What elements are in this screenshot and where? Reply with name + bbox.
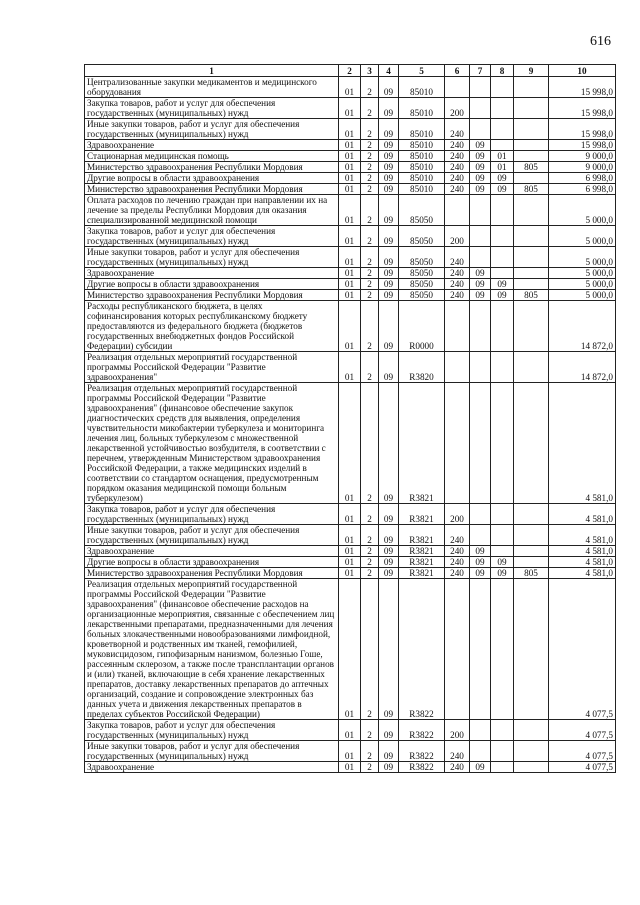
ministry-code: [514, 720, 549, 741]
section-code: [470, 98, 491, 119]
expense-type-code: 240: [445, 741, 470, 762]
amount: 15 998,0: [549, 77, 616, 98]
ministry-code: [514, 301, 549, 352]
code-col-3: 2: [361, 568, 379, 579]
code-col-3: 2: [361, 119, 379, 140]
section-code: 09: [470, 184, 491, 195]
code-col-4: 09: [379, 525, 399, 546]
row-description: Закупка товаров, работ и услуг для обеспечения государственных (муниципальных) нужд: [85, 504, 339, 525]
code-col-3: 2: [361, 247, 379, 268]
target-article-code: R3822: [399, 579, 445, 720]
code-col-4: 09: [379, 720, 399, 741]
table-row: [85, 568, 616, 579]
section-code: [470, 226, 491, 247]
code-col-2: 01: [339, 525, 361, 546]
code-col-3: 2: [361, 720, 379, 741]
code-col-3: 2: [361, 762, 379, 773]
table-row: [85, 557, 616, 568]
code-col-4: 09: [379, 568, 399, 579]
ministry-code: [514, 279, 549, 290]
row-description: Расходы республиканского бюджета, в целях софинансирования которых республиканскому бюджету предоставляются из федерального бюджета (бюджетов государственных внебюджетных фондов Российской Федерации) субсидии: [85, 301, 339, 352]
code-col-3: 2: [361, 352, 379, 383]
code-col-2: 01: [339, 77, 361, 98]
subsection-code: 09: [491, 557, 514, 568]
table-row: [85, 173, 616, 184]
table-row: [85, 720, 616, 741]
code-col-3: 2: [361, 77, 379, 98]
table-row: [85, 301, 616, 352]
target-article-code: 85050: [399, 268, 445, 279]
column-header: 9: [514, 65, 549, 77]
expense-type-code: 240: [445, 279, 470, 290]
subsection-code: [491, 268, 514, 279]
section-code: 09: [470, 151, 491, 162]
amount: 4 077,5: [549, 579, 616, 720]
subsection-code: [491, 579, 514, 720]
table-row: [85, 579, 616, 720]
table-row: [85, 352, 616, 383]
section-code: 09: [470, 546, 491, 557]
subsection-code: [491, 546, 514, 557]
column-header: 5: [399, 65, 445, 77]
subsection-code: [491, 77, 514, 98]
row-description: Здравоохранение: [85, 140, 339, 151]
expense-type-code: 240: [445, 762, 470, 773]
code-col-2: 01: [339, 98, 361, 119]
table-row: [85, 290, 616, 301]
amount: 4 581,0: [549, 383, 616, 504]
row-description: Иные закупки товаров, работ и услуг для обеспечения государственных (муниципальных) нужд: [85, 247, 339, 268]
code-col-2: 01: [339, 226, 361, 247]
code-col-3: 2: [361, 195, 379, 226]
section-code: [470, 247, 491, 268]
target-article-code: R3822: [399, 762, 445, 773]
ministry-code: [514, 247, 549, 268]
table-row: [85, 279, 616, 290]
expense-type-code: 240: [445, 557, 470, 568]
expense-type-code: 240: [445, 119, 470, 140]
subsection-code: [491, 140, 514, 151]
ministry-code: [514, 268, 549, 279]
target-article-code: R3822: [399, 720, 445, 741]
expense-type-code: 200: [445, 504, 470, 525]
row-description: Централизованные закупки медикаментов и медицинского оборудования: [85, 77, 339, 98]
table-row: [85, 151, 616, 162]
ministry-code: [514, 226, 549, 247]
ministry-code: 805: [514, 568, 549, 579]
code-col-4: 09: [379, 184, 399, 195]
subsection-code: [491, 226, 514, 247]
code-col-4: 09: [379, 504, 399, 525]
table-row: [85, 383, 616, 504]
budget-table: [84, 64, 616, 773]
code-col-4: 09: [379, 226, 399, 247]
table-row: [85, 226, 616, 247]
code-col-2: 01: [339, 162, 361, 173]
amount: 6 998,0: [549, 173, 616, 184]
subsection-code: 09: [491, 184, 514, 195]
code-col-3: 2: [361, 525, 379, 546]
code-col-3: 2: [361, 184, 379, 195]
expense-type-code: 200: [445, 226, 470, 247]
ministry-code: [514, 140, 549, 151]
target-article-code: 85050: [399, 279, 445, 290]
subsection-code: 01: [491, 151, 514, 162]
subsection-code: [491, 741, 514, 762]
code-col-4: 09: [379, 352, 399, 383]
code-col-4: 09: [379, 290, 399, 301]
code-col-2: 01: [339, 173, 361, 184]
expense-type-code: 240: [445, 247, 470, 268]
ministry-code: 805: [514, 162, 549, 173]
section-code: [470, 741, 491, 762]
code-col-4: 09: [379, 762, 399, 773]
column-header: 10: [549, 65, 616, 77]
code-col-3: 2: [361, 140, 379, 151]
row-description: Закупка товаров, работ и услуг для обеспечения государственных (муниципальных) нужд: [85, 720, 339, 741]
ministry-code: [514, 741, 549, 762]
code-col-4: 09: [379, 98, 399, 119]
amount: 4 077,5: [549, 762, 616, 773]
target-article-code: 85010: [399, 98, 445, 119]
row-description: Реализация отдельных мероприятий государственной программы Российской Федерации "Развитие здравоохранения" (финансовое обеспечение расходов на организационные мероприятия, связанные с обеспечением лиц лекарственными препаратами, предназначенными для лечения больных злокачественными новообразованиями лимфоидной, кроветворной и родственных им тканей, гемофилией, муковисцидозом, гипофизарным нанизмом, болезнью Гоше, рассеянным склерозом, а также после трансплантации органов и (или) тканей, включающие в себя хранение лекарственных препаратов, доставку лекарственных препаратов до аптечных организаций, создание и сопровождение электронных баз данных учета и движения лекарственных препаратов в пределах субъектов Российской Федерации): [85, 579, 339, 720]
target-article-code: R3820: [399, 352, 445, 383]
code-col-2: 01: [339, 557, 361, 568]
amount: 15 998,0: [549, 119, 616, 140]
table-row: [85, 525, 616, 546]
section-code: 09: [470, 762, 491, 773]
table-row: [85, 184, 616, 195]
amount: 14 872,0: [549, 352, 616, 383]
expense-type-code: [445, 383, 470, 504]
target-article-code: 85010: [399, 140, 445, 151]
ministry-code: [514, 579, 549, 720]
section-code: 09: [470, 268, 491, 279]
table-row: [85, 195, 616, 226]
code-col-4: 09: [379, 579, 399, 720]
target-article-code: R3821: [399, 504, 445, 525]
table-row: [85, 247, 616, 268]
section-code: [470, 195, 491, 226]
table-row: [85, 77, 616, 98]
amount: 4 581,0: [549, 525, 616, 546]
subsection-code: [491, 352, 514, 383]
code-col-2: 01: [339, 247, 361, 268]
ministry-code: [514, 525, 549, 546]
subsection-code: 09: [491, 173, 514, 184]
code-col-2: 01: [339, 352, 361, 383]
target-article-code: 85010: [399, 184, 445, 195]
code-col-2: 01: [339, 579, 361, 720]
row-description: Здравоохранение: [85, 546, 339, 557]
subsection-code: 01: [491, 162, 514, 173]
ministry-code: [514, 77, 549, 98]
code-col-3: 2: [361, 546, 379, 557]
row-description: Другие вопросы в области здравоохранения: [85, 173, 339, 184]
code-col-3: 2: [361, 162, 379, 173]
amount: 4 581,0: [549, 504, 616, 525]
row-description: Министерство здравоохранения Республики Мордовия: [85, 290, 339, 301]
code-col-2: 01: [339, 504, 361, 525]
target-article-code: R3821: [399, 383, 445, 504]
subsection-code: [491, 247, 514, 268]
row-description: Иные закупки товаров, работ и услуг для обеспечения государственных (муниципальных) нужд: [85, 119, 339, 140]
code-col-4: 09: [379, 119, 399, 140]
code-col-2: 01: [339, 720, 361, 741]
row-description: Здравоохранение: [85, 268, 339, 279]
code-col-2: 01: [339, 762, 361, 773]
code-col-3: 2: [361, 383, 379, 504]
code-col-3: 2: [361, 98, 379, 119]
section-code: [470, 720, 491, 741]
section-code: 09: [470, 173, 491, 184]
code-col-3: 2: [361, 279, 379, 290]
ministry-code: [514, 557, 549, 568]
amount: 9 000,0: [549, 151, 616, 162]
code-col-2: 01: [339, 184, 361, 195]
expense-type-code: [445, 579, 470, 720]
target-article-code: 85010: [399, 162, 445, 173]
table-row: [85, 162, 616, 173]
code-col-2: 01: [339, 195, 361, 226]
ministry-code: [514, 151, 549, 162]
code-col-2: 01: [339, 383, 361, 504]
ministry-code: [514, 352, 549, 383]
code-col-4: 09: [379, 741, 399, 762]
code-col-2: 01: [339, 568, 361, 579]
code-col-3: 2: [361, 557, 379, 568]
expense-type-code: [445, 301, 470, 352]
code-col-3: 2: [361, 504, 379, 525]
amount: 14 872,0: [549, 301, 616, 352]
code-col-4: 09: [379, 301, 399, 352]
subsection-code: [491, 525, 514, 546]
table-row: [85, 98, 616, 119]
code-col-2: 01: [339, 741, 361, 762]
amount: 5 000,0: [549, 226, 616, 247]
amount: 4 077,5: [549, 720, 616, 741]
column-header: 3: [361, 65, 379, 77]
amount: 9 000,0: [549, 162, 616, 173]
code-col-3: 2: [361, 579, 379, 720]
target-article-code: 85050: [399, 226, 445, 247]
column-header: 2: [339, 65, 361, 77]
row-description: Иные закупки товаров, работ и услуг для обеспечения государственных (муниципальных) нужд: [85, 741, 339, 762]
target-article-code: R3821: [399, 557, 445, 568]
amount: 4 581,0: [549, 546, 616, 557]
code-col-4: 09: [379, 557, 399, 568]
column-header: 1: [85, 65, 339, 77]
subsection-code: [491, 119, 514, 140]
expense-type-code: 240: [445, 140, 470, 151]
target-article-code: R3822: [399, 741, 445, 762]
amount: 5 000,0: [549, 279, 616, 290]
section-code: [470, 525, 491, 546]
section-code: 09: [470, 279, 491, 290]
subsection-code: [491, 195, 514, 226]
expense-type-code: 240: [445, 268, 470, 279]
code-col-4: 09: [379, 279, 399, 290]
expense-type-code: [445, 352, 470, 383]
target-article-code: 85010: [399, 173, 445, 184]
row-description: Стационарная медицинская помощь: [85, 151, 339, 162]
code-col-4: 09: [379, 173, 399, 184]
section-code: 09: [470, 557, 491, 568]
section-code: [470, 579, 491, 720]
amount: 5 000,0: [549, 268, 616, 279]
subsection-code: [491, 504, 514, 525]
section-code: 09: [470, 568, 491, 579]
row-description: Здравоохранение: [85, 762, 339, 773]
subsection-code: [491, 383, 514, 504]
subsection-code: [491, 98, 514, 119]
row-description: Реализация отдельных мероприятий государственной программы Российской Федерации "Развитие здравоохранения": [85, 352, 339, 383]
table-row: [85, 762, 616, 773]
expense-type-code: 240: [445, 162, 470, 173]
expense-type-code: [445, 195, 470, 226]
column-header: 8: [491, 65, 514, 77]
row-description: Реализация отдельных мероприятий государственной программы Российской Федерации "Развитие здравоохранения" (финансовое обеспечение закупок диагностических средств для выявления, определения чувствительности микобактерии туберкулеза и мониторинга лечения лиц, больных туберкулезом с множественной лекарственной устойчивостью возбудителя, в соответствии с перечнем, утвержденным Министерством здравоохранения Российской Федерации, а также медицинских изделий в соответствии со стандартом оснащения, предусмотренным порядком оказания медицинской помощи больным туберкулезом): [85, 383, 339, 504]
section-code: 09: [470, 290, 491, 301]
row-description: Другие вопросы в области здравоохранения: [85, 557, 339, 568]
target-article-code: 85010: [399, 151, 445, 162]
row-description: Другие вопросы в области здравоохранения: [85, 279, 339, 290]
row-description: Министерство здравоохранения Республики Мордовия: [85, 162, 339, 173]
code-col-2: 01: [339, 119, 361, 140]
table-row: [85, 119, 616, 140]
ministry-code: [514, 173, 549, 184]
subsection-code: [491, 762, 514, 773]
page-number: 616: [590, 34, 611, 49]
target-article-code: R3821: [399, 546, 445, 557]
code-col-2: 01: [339, 151, 361, 162]
target-article-code: R3821: [399, 525, 445, 546]
amount: 6 998,0: [549, 184, 616, 195]
section-code: [470, 301, 491, 352]
amount: 5 000,0: [549, 290, 616, 301]
code-col-4: 09: [379, 151, 399, 162]
row-description: Министерство здравоохранения Республики Мордовия: [85, 568, 339, 579]
section-code: [470, 119, 491, 140]
code-col-3: 2: [361, 741, 379, 762]
code-col-2: 01: [339, 546, 361, 557]
amount: 15 998,0: [549, 98, 616, 119]
subsection-code: [491, 301, 514, 352]
code-col-3: 2: [361, 173, 379, 184]
code-col-3: 2: [361, 226, 379, 247]
table-row: [85, 546, 616, 557]
row-description: Министерство здравоохранения Республики Мордовия: [85, 184, 339, 195]
expense-type-code: 240: [445, 173, 470, 184]
amount: 5 000,0: [549, 195, 616, 226]
ministry-code: [514, 762, 549, 773]
target-article-code: 85050: [399, 195, 445, 226]
code-col-4: 09: [379, 247, 399, 268]
subsection-code: [491, 720, 514, 741]
amount: 5 000,0: [549, 247, 616, 268]
code-col-2: 01: [339, 279, 361, 290]
section-code: [470, 504, 491, 525]
code-col-2: 01: [339, 301, 361, 352]
section-code: [470, 352, 491, 383]
target-article-code: 85010: [399, 77, 445, 98]
row-description: Закупка товаров, работ и услуг для обеспечения государственных (муниципальных) нужд: [85, 98, 339, 119]
expense-type-code: [445, 77, 470, 98]
ministry-code: [514, 98, 549, 119]
expense-type-code: 240: [445, 151, 470, 162]
ministry-code: [514, 195, 549, 226]
table-row: [85, 140, 616, 151]
expense-type-code: 200: [445, 720, 470, 741]
ministry-code: 805: [514, 290, 549, 301]
subsection-code: 09: [491, 568, 514, 579]
column-header: 4: [379, 65, 399, 77]
code-col-4: 09: [379, 162, 399, 173]
code-col-4: 09: [379, 268, 399, 279]
table-header-row: [85, 65, 616, 77]
code-col-3: 2: [361, 151, 379, 162]
code-col-3: 2: [361, 301, 379, 352]
ministry-code: 805: [514, 184, 549, 195]
column-header: 7: [470, 65, 491, 77]
row-description: Иные закупки товаров, работ и услуг для обеспечения государственных (муниципальных) нужд: [85, 525, 339, 546]
subsection-code: 09: [491, 290, 514, 301]
ministry-code: [514, 546, 549, 557]
amount: 4 581,0: [549, 557, 616, 568]
section-code: [470, 383, 491, 504]
code-col-2: 01: [339, 268, 361, 279]
row-description: Закупка товаров, работ и услуг для обеспечения государственных (муниципальных) нужд: [85, 226, 339, 247]
expense-type-code: 240: [445, 290, 470, 301]
expense-type-code: 240: [445, 568, 470, 579]
code-col-2: 01: [339, 290, 361, 301]
expense-type-code: 240: [445, 525, 470, 546]
target-article-code: R3821: [399, 568, 445, 579]
amount: 4 077,5: [549, 741, 616, 762]
target-article-code: 85050: [399, 247, 445, 268]
target-article-code: R0000: [399, 301, 445, 352]
expense-type-code: 200: [445, 98, 470, 119]
code-col-2: 01: [339, 140, 361, 151]
section-code: [470, 77, 491, 98]
code-col-4: 09: [379, 383, 399, 504]
code-col-3: 2: [361, 268, 379, 279]
column-header: 6: [445, 65, 470, 77]
code-col-4: 09: [379, 195, 399, 226]
code-col-3: 2: [361, 290, 379, 301]
table-row: [85, 504, 616, 525]
subsection-code: 09: [491, 279, 514, 290]
row-description: Оплата расходов по лечению граждан при направлении их на лечение за пределы Республики Мордовия для оказания специализированной медицинской помощи: [85, 195, 339, 226]
expense-type-code: 240: [445, 546, 470, 557]
code-col-4: 09: [379, 546, 399, 557]
ministry-code: [514, 119, 549, 140]
amount: 4 581,0: [549, 568, 616, 579]
section-code: 09: [470, 140, 491, 151]
expense-type-code: 240: [445, 184, 470, 195]
ministry-code: [514, 504, 549, 525]
target-article-code: 85050: [399, 290, 445, 301]
table-row: [85, 741, 616, 762]
section-code: 09: [470, 162, 491, 173]
ministry-code: [514, 383, 549, 504]
code-col-4: 09: [379, 77, 399, 98]
table-row: [85, 268, 616, 279]
amount: 15 998,0: [549, 140, 616, 151]
target-article-code: 85010: [399, 119, 445, 140]
code-col-4: 09: [379, 140, 399, 151]
